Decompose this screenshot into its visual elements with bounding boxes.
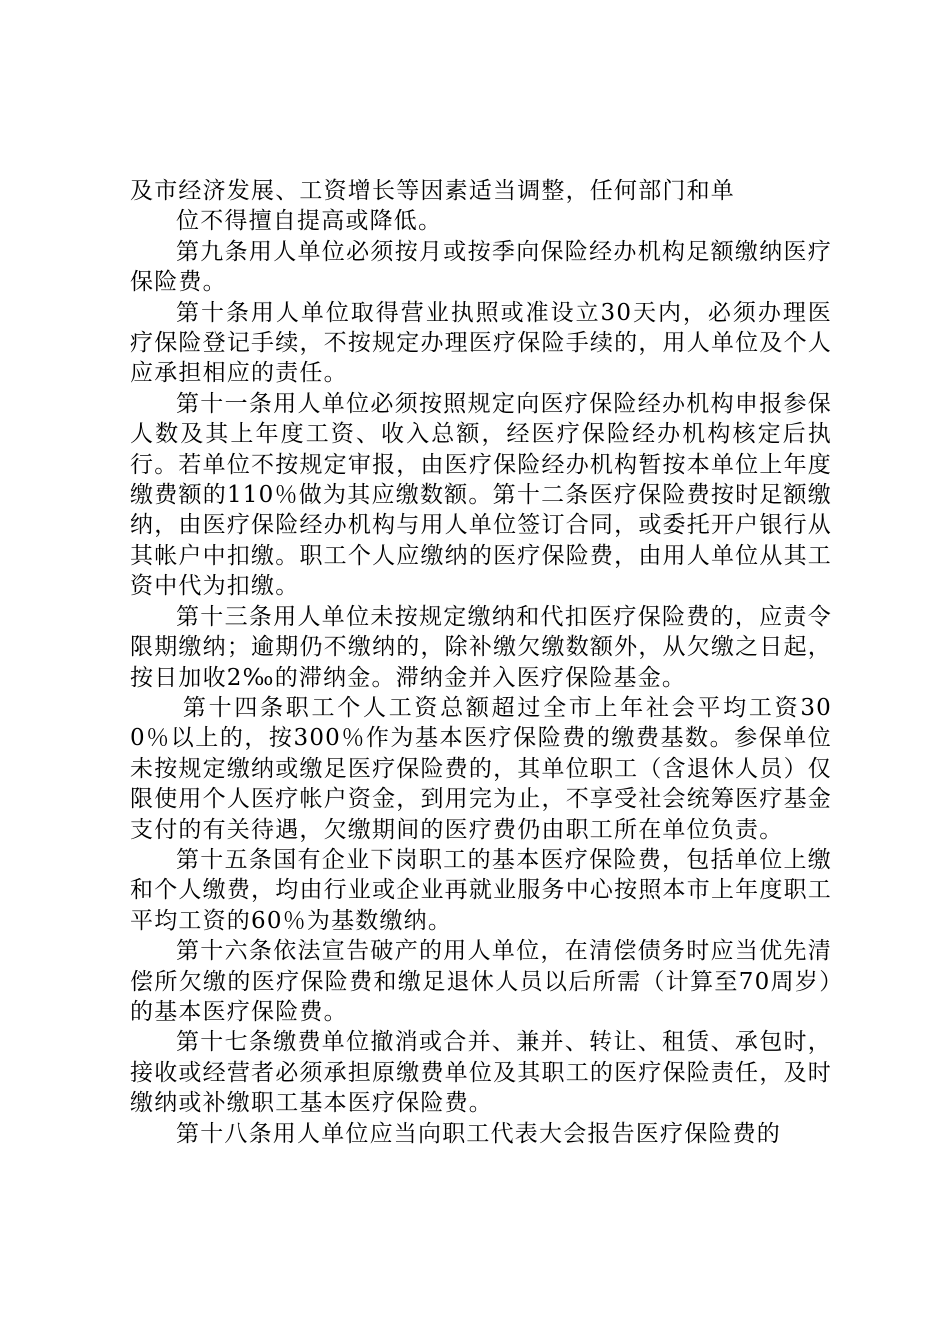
article-9: 第九条用人单位必须按月或按季向保险经办机构足额缴纳医疗保险费。 — [130, 238, 832, 296]
article-16: 第十六条依法宣告破产的用人单位，在清偿债务时应当优先清偿所欠缴的医疗保险费和缴足退休人员以后所需（计算至70周岁）的基本医疗保险费。 — [130, 938, 832, 1025]
article-17: 第十七条缴费单位撤消或合并、兼并、转让、租赁、承包时，接收或经营者必须承担原缴费单位及其职工的医疗保险责任，及时缴纳或补缴职工基本医疗保险费。 — [130, 1029, 832, 1117]
article-11-12: 第十一条用人单位必须按照规定向医疗保险经办机构申报参保人数及其上年度工资、收入总额，经医疗保险经办机构核定后执行。若单位不按规定审报，由医疗保险经办机构暂按本单位上年度缴费额的110％做为其应缴数额。第十二条医疗保险费按时足额缴纳，由医疗保险经办机构与用人单位签订合同，或委托开户银行从其帐户中扣缴。职工个人应缴纳的医疗保险费，由用人单位从其工资中代为扣缴。 — [130, 390, 832, 600]
article-18: 第十八条用人单位应当向职工代表大会报告医疗保险费的 — [176, 1120, 781, 1147]
article-10: 第十条用人单位取得营业执照或准设立30天内，必须办理医疗保险登记手续，不按规定办理医疗保险手续的，用人单位及个人应承担相应的责任。 — [130, 299, 832, 387]
document-body — [130, 176, 832, 1149]
article-15: 第十五条国有企业下岗职工的基本医疗保险费，包括单位上缴和个人缴费，均由行业或企业再就业服务中心按照本市上年度职工平均工资的60％为基数缴纳。 — [130, 846, 832, 934]
article-14: 第十四条职工个人工资总额超过全市上年社会平均工资300％以上的，按300％作为基本医疗保险费的缴费基数。参保单位未按规定缴纳或缴足医疗保险费的，其单位职工（含退休人员）仅限使用个人医疗帐户资金，到用完为止，不享受社会统筹医疗基金支付的有关待遇，欠缴期间的医疗费仍由职工所在单位负责。 — [130, 694, 832, 843]
paragraph-continuation-tail: 位不得擅自提高或降低。 — [176, 208, 443, 235]
paragraph-continuation: 及市经济发展、工资增长等因素适当调整，任何部门和单 — [130, 178, 735, 204]
article-13: 第十三条用人单位未按规定缴纳和代扣医疗保险费的，应责令限期缴纳；逾期仍不缴纳的，除补缴欠缴数额外，从欠缴之日起，按日加收2‰的滞纳金。滞纳金并入医疗保险基金。 — [130, 603, 832, 691]
